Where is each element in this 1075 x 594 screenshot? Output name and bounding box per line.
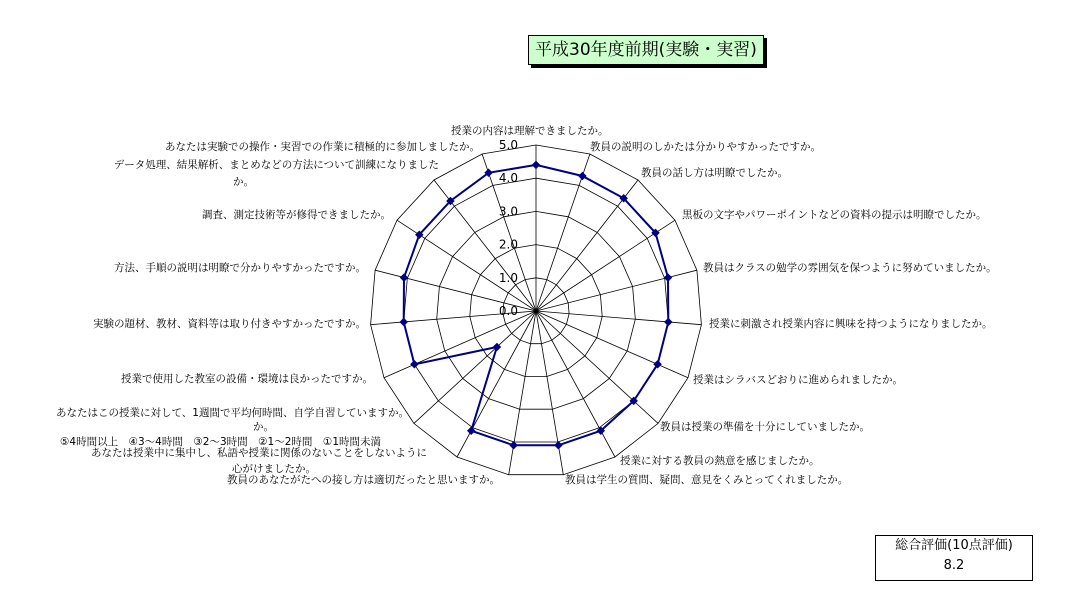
axis-label-4: 教員はクラスの勉学の雰囲気を保つように努めていましたか。	[703, 262, 997, 274]
grid-spoke-7	[536, 311, 658, 423]
axis-label-10: 教員のあなたがたへの接し方は適切だったと思いますか。	[227, 474, 500, 486]
grid-spoke-12	[414, 311, 536, 423]
data-point-13	[410, 360, 418, 368]
data-point-14	[399, 318, 407, 326]
axis-label-16: 調査、測定技術等が修得できましたか。	[202, 209, 391, 221]
radar-grid	[371, 145, 702, 475]
data-point-5	[664, 318, 672, 326]
data-point-1	[578, 172, 586, 180]
axis-label-13: 授業で使用した教室の設備・環境は良かったですか。	[121, 373, 373, 385]
data-point-0	[532, 161, 540, 169]
radial-tick-1: 1.0	[498, 270, 518, 285]
axis-label-12-line2: ⑤4時間以上 ④3～4時間 ③2～3時間 ②1～2時間 ①1時間未満	[60, 436, 382, 448]
axis-label-7: 教員は授業の準備を十分にしていましたか。	[660, 421, 870, 433]
grid-spoke-4	[536, 270, 697, 311]
axis-label-18: あなたは実験での操作・実習での作業に積極的に参加しましたか。	[165, 141, 480, 153]
overall-score-box	[875, 535, 1033, 581]
axis-label-17-line1: データ処理、結果解析、まとめなどの方法について訓練になりました	[113, 159, 439, 171]
data-point-11	[467, 426, 475, 434]
overall-score-value: 8.2	[943, 558, 965, 573]
axis-label-12-line1b: か。	[253, 421, 274, 433]
overall-score-label: 総合評価(10点評価)	[895, 538, 1013, 553]
axis-label-6: 授業はシラバスどおりに進められましたか。	[693, 374, 903, 386]
axis-label-11-line1: あなたは授業中に集中し、私語や授業に関係のないことをしないように	[91, 447, 427, 459]
chart-title: 平成30年度前期(実験・実習)	[528, 35, 764, 65]
axis-label-14: 実験の題材、教材、資料等は取り付きやすかったですか。	[93, 318, 366, 330]
axis-label-11-line2: 心がけましたか。	[232, 463, 316, 475]
axis-label-0: 授業の内容は理解できましたか。	[451, 125, 609, 137]
axis-label-1: 教員の説明のしかたは分かりやすかったですか。	[590, 141, 821, 153]
radial-tick-labels	[499, 138, 518, 318]
axis-label-2: 教員の話し方は明瞭でしたか。	[641, 167, 788, 179]
axis-label-5: 授業に刺激され授業内容に興味を持つようになりましたか。	[709, 318, 993, 330]
grid-spoke-5	[536, 311, 701, 325]
axis-label-9: 教員は学生の質問、疑問、意見をくみとってくれましたか。	[565, 474, 849, 486]
axis-label-15: 方法、手順の説明は明瞭で分かりやすかったですか。	[114, 262, 366, 274]
radial-tick-4: 4.0	[498, 171, 518, 186]
axis-label-3: 黒板の文字やパワーポイントなどの資料の提示は明瞭でしたか。	[682, 209, 987, 221]
radial-tick-2: 2.0	[498, 237, 518, 252]
axis-label-8: 授業に対する教員の熱意を感じましたか。	[620, 455, 820, 467]
axis-label-12-line1: あなたはこの授業に対して、1週間で平均何時間、自学自習していますか。	[56, 407, 409, 419]
radial-tick-0: 0.0	[498, 304, 518, 318]
radial-tick-5: 5.0	[498, 138, 518, 152]
radial-tick-3: 3.0	[498, 204, 518, 219]
axis-label-17-line2: か。	[233, 176, 254, 188]
